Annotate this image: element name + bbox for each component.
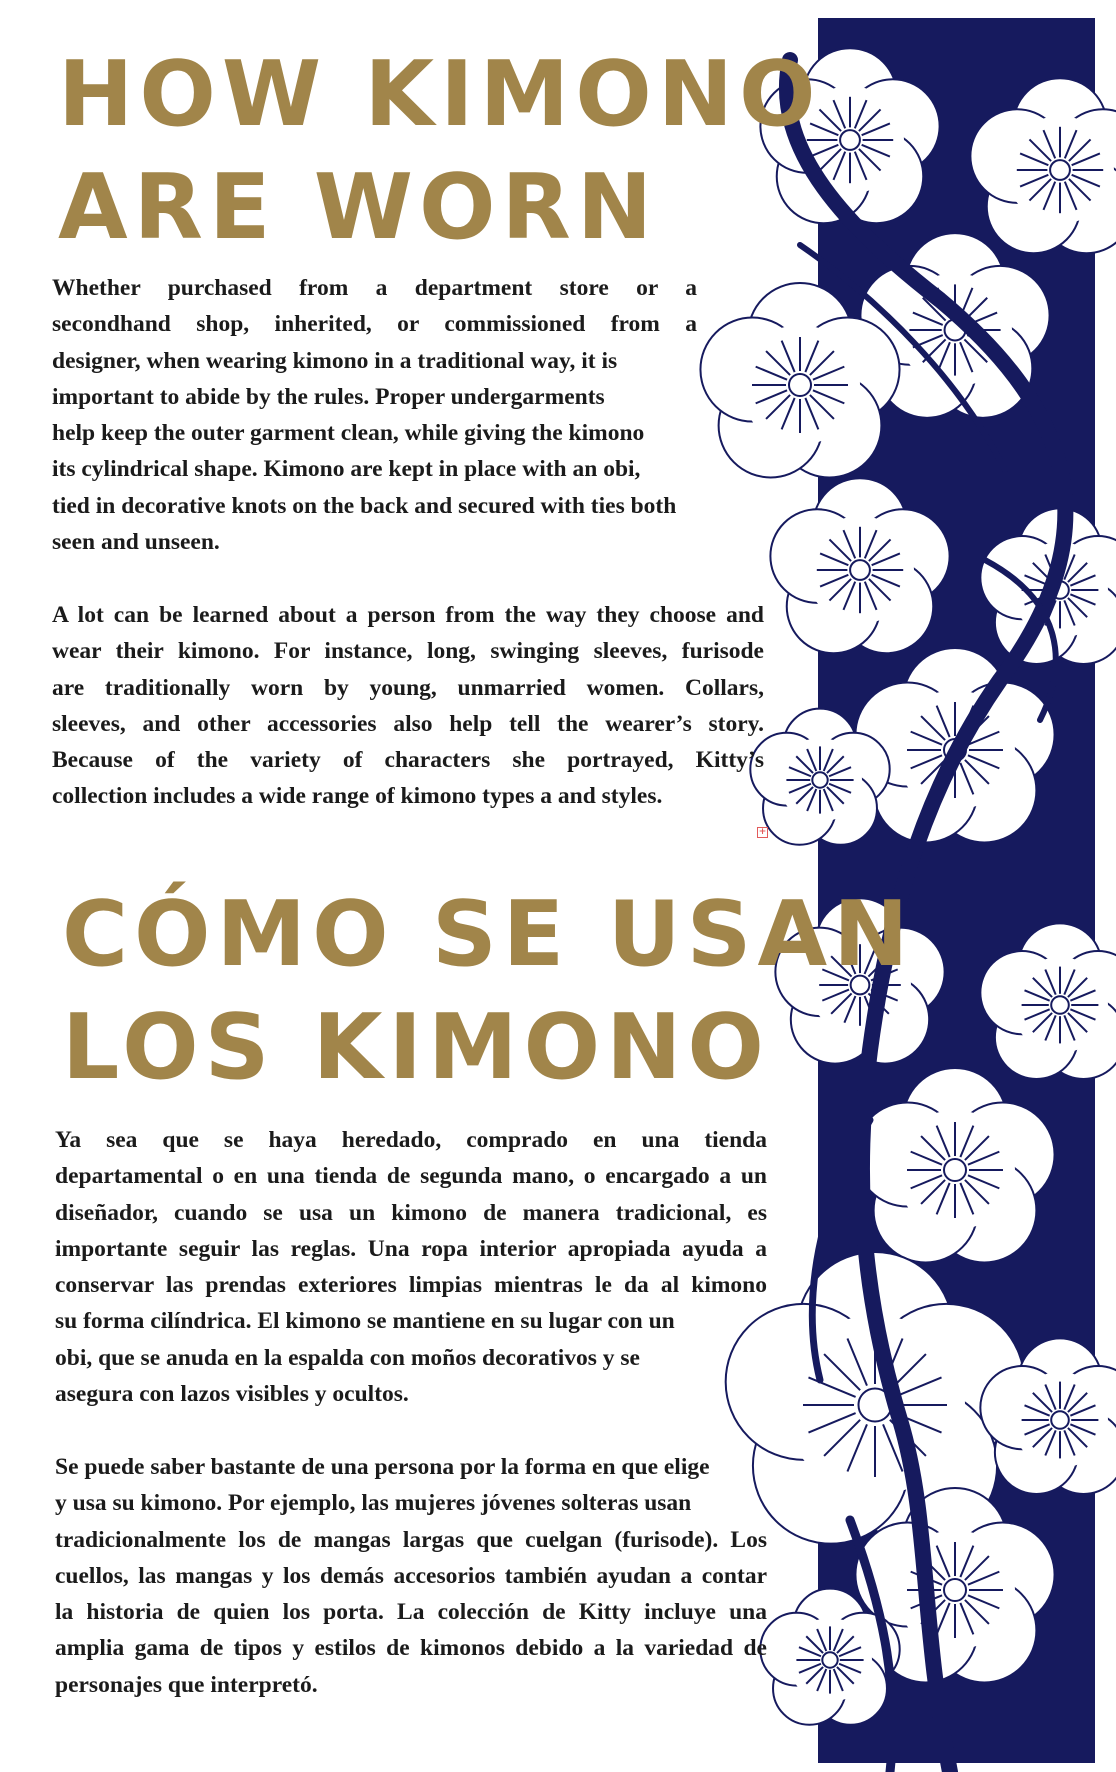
english-paragraph-2 [52, 597, 764, 815]
text-line: secondhand shop, inherited, or commissioned from a [52, 311, 697, 338]
text-line: la historia de quien los porta. La colección de Kitty incluye una [55, 1599, 767, 1626]
text-line: A lot can be learned about a person from the way they choose and [52, 602, 764, 628]
text-line: Whether purchased from a department store or a [52, 275, 697, 301]
text-line: cuellos, las mangas y los demás accesorios también ayudan a contar [55, 1562, 767, 1589]
text-line: asegura con lazos visibles y ocultos. [55, 1381, 409, 1408]
text-line: Because of the variety of characters she portrayed, Kitty’s [52, 747, 764, 774]
spanish-paragraph-2 [55, 1449, 767, 1703]
text-line: departamental o en una tienda de segunda mano, o encargado a un [55, 1163, 767, 1190]
text-overflow-marker: + [758, 827, 767, 837]
english-title [58, 38, 822, 264]
spanish-title-line-1: CÓMO SE USAN [62, 882, 915, 987]
text-line: amplia gama de tipos y estilos de kimonos debido a la variedad de [55, 1635, 767, 1662]
text-line: are traditionally worn by young, unmarried women. Collars, [52, 674, 764, 701]
spanish-title-line-2: LOS KIMONO [62, 995, 770, 1100]
text-line: sleeves, and other accessories also help tell the wearer’s story. [52, 710, 764, 737]
text-line: important to abide by the rules. Proper undergarments [52, 383, 605, 410]
text-line: importante seguir las reglas. Una ropa interior apropiada ayuda a [55, 1235, 767, 1262]
text-line: designer, when wearing kimono in a traditional way, it is [52, 347, 618, 374]
text-line: conservar las prendas exteriores limpias mientras le da al kimono [55, 1272, 767, 1299]
text-line: su forma cilíndrica. El kimono se mantiene en su lugar con un [55, 1308, 675, 1335]
text-line: y usa su kimono. Por ejemplo, las mujeres jóvenes solteras usan [55, 1490, 692, 1517]
text-line: wear their kimono. For instance, long, swinging sleeves, furisode [52, 638, 764, 665]
spanish-paragraph-1 [55, 1122, 767, 1412]
text-line: obi, que se anuda en la espalda con moños decorativos y se [55, 1344, 640, 1371]
text-line: collection includes a wide range of kimono types a and styles. [52, 783, 663, 810]
text-line: Se puede saber bastante de una persona por la forma en que elige [55, 1454, 710, 1480]
english-title-line-1: HOW KIMONO [58, 42, 822, 147]
spanish-title [62, 878, 914, 1104]
english-title-line-2: ARE WORN [58, 155, 659, 260]
text-line: seen and unseen. [52, 529, 220, 556]
english-paragraph-1 [52, 270, 697, 560]
text-line: Ya sea que se haya heredado, comprado en una tienda [55, 1127, 767, 1153]
text-line: diseñador, cuando se usa un kimono de manera tradicional, es [55, 1199, 767, 1226]
text-line: personajes que interpretó. [55, 1671, 318, 1698]
text-line: tradicionalmente los de mangas largas que cuelgan (furisode). Los [55, 1526, 767, 1553]
text-line: its cylindrical shape. Kimono are kept in place with an obi, [52, 456, 641, 483]
text-line: tied in decorative knots on the back and secured with ties both [52, 492, 677, 519]
text-line: help keep the outer garment clean, while giving the kimono [52, 420, 645, 447]
